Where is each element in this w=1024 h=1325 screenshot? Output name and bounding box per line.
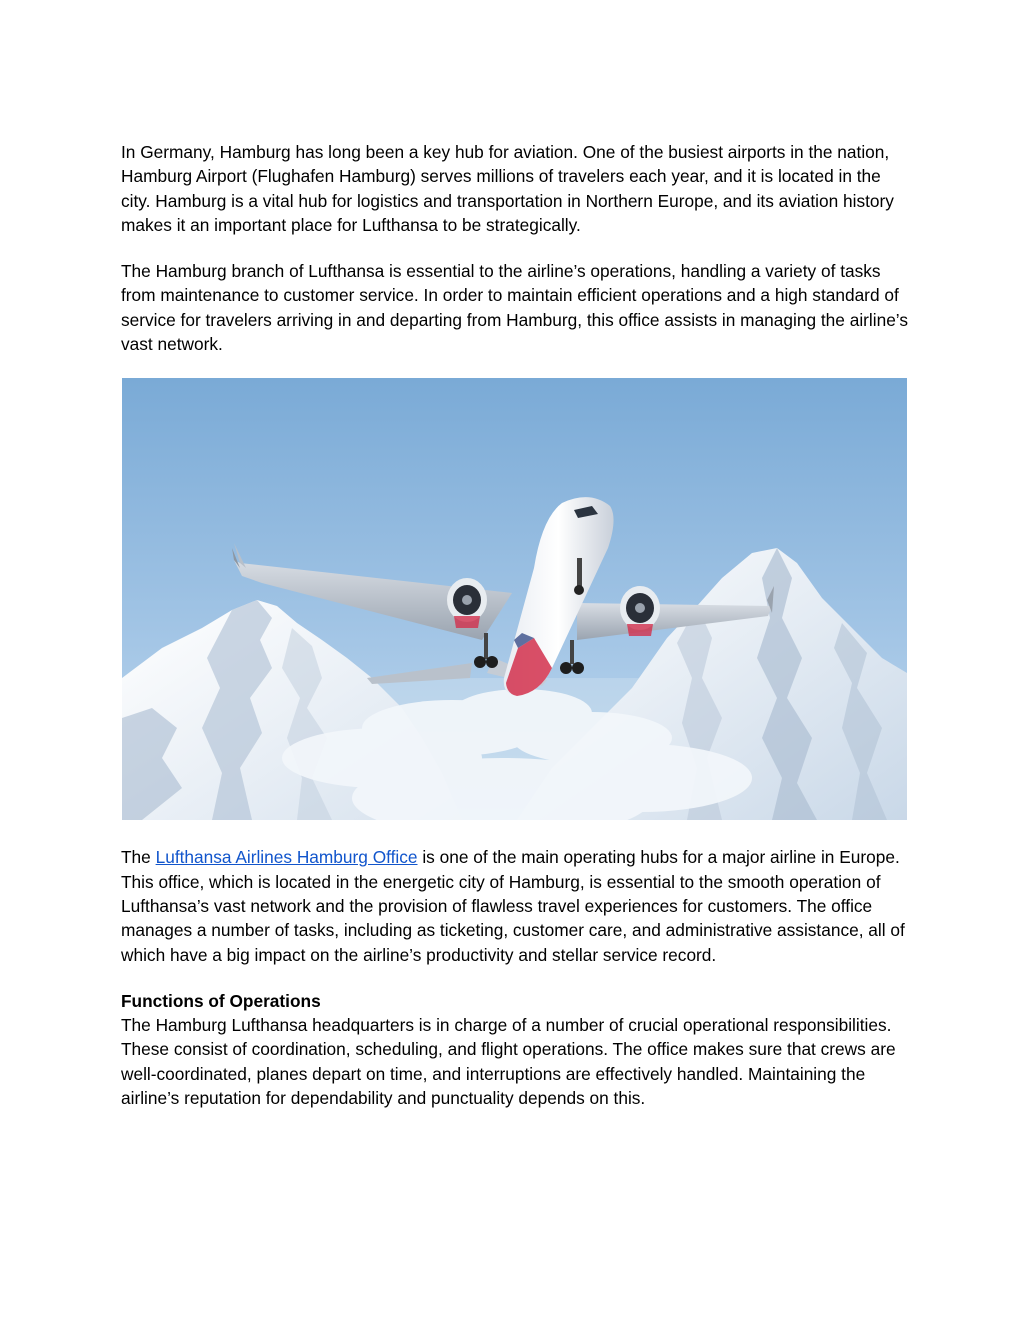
office-paragraph xyxy=(121,845,911,966)
airplane-mountains-photo xyxy=(122,378,907,820)
lufthansa-hamburg-office-link[interactable]: Lufthansa Airlines Hamburg Office xyxy=(155,847,418,868)
document-body xyxy=(121,140,911,1110)
operations-paragraph: The Hamburg Lufthansa headquarters is in charge of a number of crucial operational responsibilities. These consist of coordination, scheduling, and flight operations. The office makes sure that crews are well-coordinated, planes depart on time, and interruptions are effectively handled. Maintaining the airline’s reputation for dependability and punctuality depends on this. xyxy=(121,1015,896,1109)
section-heading: Functions of Operations xyxy=(121,990,321,1011)
intro-paragraph: In Germany, Hamburg has long been a key hub for aviation. One of the busiest airports in the nation, Hamburg Airport (Flughafen Hamburg) serves millions of travelers each year, and it is located in the city. Hamburg is a vital hub for logistics and transportation in Northern Europe, and its aviation history makes it an important place for Lufthansa to be strategically. xyxy=(121,142,894,235)
airplane-photo-illustration xyxy=(122,378,907,820)
office-paragraph-lead: The xyxy=(121,847,156,868)
branch-paragraph: The Hamburg branch of Lufthansa is essential to the airline’s operations, handling a variety of tasks from maintenance to customer service. In order to maintain efficient operations and a high standard of service for travelers arriving in and departing from Hamburg, this office assists in managing the airline’s vast network. xyxy=(121,261,908,355)
office-paragraph-rest: is one of the main operating hubs for a major airline in Europe. This office, which is located in the energetic city of Hamburg, is essential to the smooth operation of Lufthansa’s vast network and the provision of flawless travel experiences for customers. The office manages a number of tasks, including as ticketing, customer care, and administrative assistance, all of which have a big impact on the airline’s productivity and stellar service record. xyxy=(121,847,905,965)
